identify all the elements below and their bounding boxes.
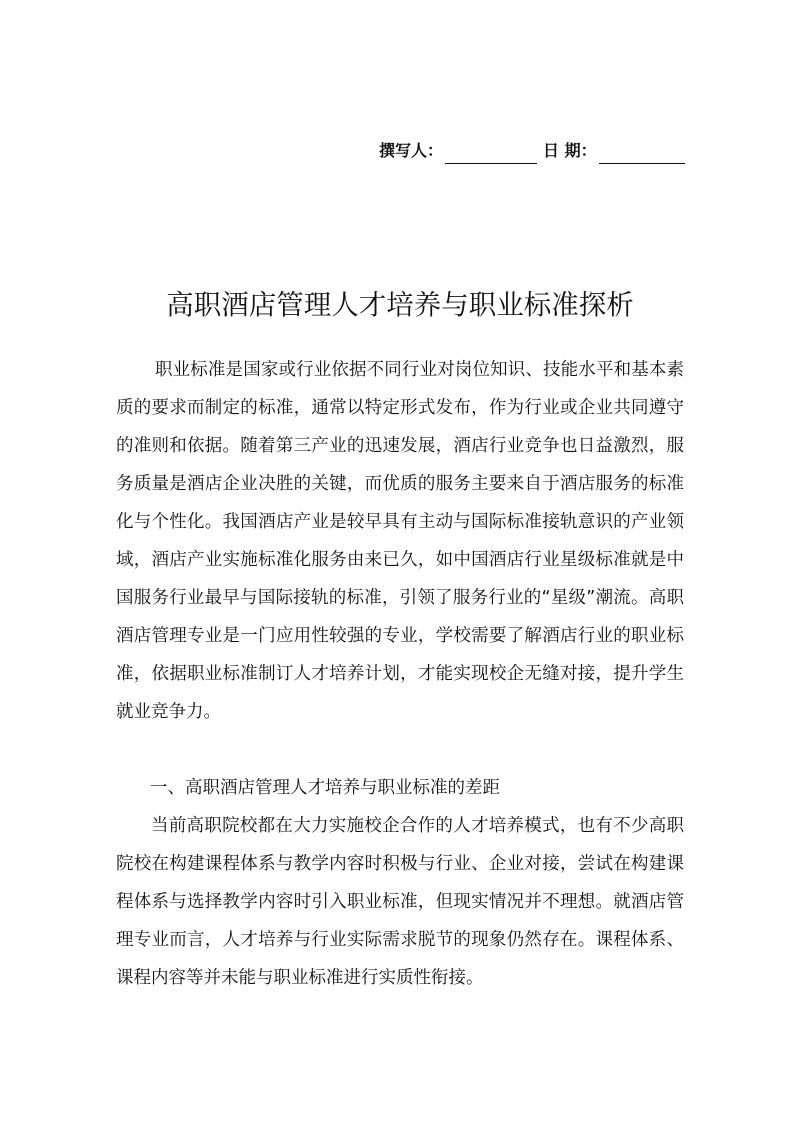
body-paragraph: 当前高职院校都在大力实施校企合作的人才培养模式，也有不少高职院校在构建课程体系与教学内容时积极与行业、企业对接，尝试在构建课程体系与选择教学内容时引入职业标准，但现实情况并不理想。就酒店管理专业而言，人才培养与行业实际需求脱节的现象仍然存在。课程体系、课程内容等并未能与职业标准进行实质性衔接。: [116, 816, 684, 988]
date-blank: [599, 144, 685, 164]
section-heading: 一、高职酒店管理人才培养与职业标准的差距: [150, 778, 500, 798]
document-title: 高职酒店管理人才培养与职业标准探析: [166, 289, 634, 321]
intro-paragraph: 职业标准是国家或行业依据不同行业对岗位知识、技能水平和基本素质的要求而制定的标准，通常以特定形式发布，作为行业或企业共同遵守的准则和依据。随着第三产业的迅速发展，酒店行业竞争也日益激烈，服务质量是酒店企业决胜的关键，而优质的服务主要来自于酒店服务的标准化与个性化。我国酒店产业是较早具有主动与国际标准接轨意识的产业领域，酒店产业实施标准化服务由来已久，如中国酒店行业星级标准就是中国服务行业最早与国际接轨的标准，引领了服务行业的“星级”潮流。高职酒店管理专业是一门应用性较强的专业，学校需要了解酒店行业的职业标准，依据职业标准制订人才培养计划，才能实现校企无缝对接，提升学生就业竞争力。: [116, 360, 684, 722]
author-blank: [445, 144, 537, 164]
date-label: 日 期：: [543, 141, 597, 160]
author-label: 撰写人：: [379, 141, 444, 160]
author-date-line: [379, 138, 681, 164]
